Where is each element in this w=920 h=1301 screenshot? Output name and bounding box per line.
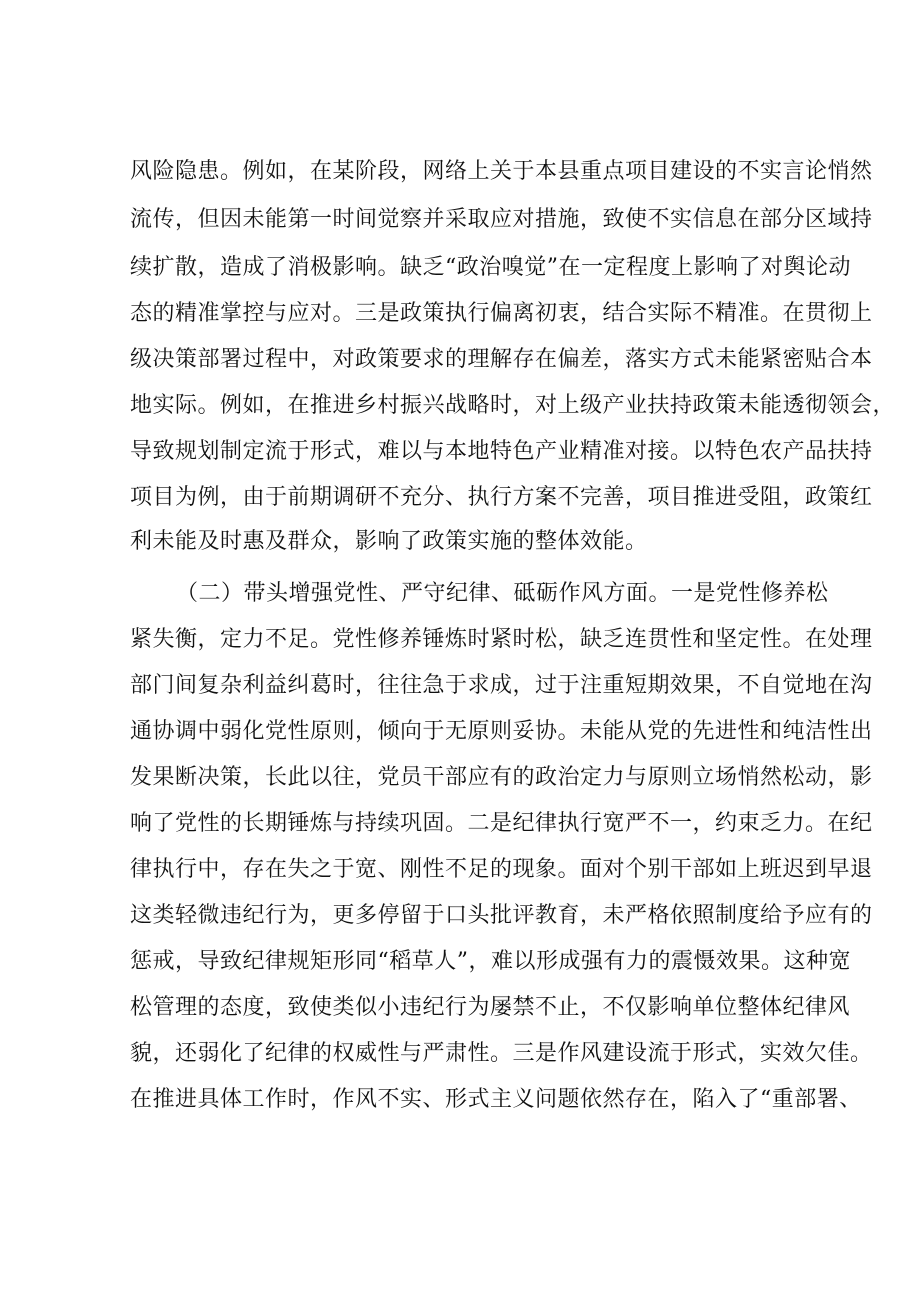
paragraph-2-line-11: 貌，还弱化了纪律的权威性与严肃性。三是作风建设流于形式，实效欠佳。 (130, 1041, 873, 1066)
paragraph-1-line-8: 项目为例，由于前期调研不充分、执行方案不完善，项目推进受阻，政策红 (130, 485, 873, 510)
paragraph-2-line-10: 松管理的态度，致使类似小违纪行为屡禁不止，不仅影响单位整体纪律风 (130, 995, 851, 1020)
paragraph-1-line-1: 风险隐患。例如，在某阶段，网络上关于本县重点项目建设的不实言论悄然 (130, 159, 873, 184)
paragraph-2-line-7: 律执行中，存在失之于宽、刚性不足的现象。面对个别干部如上班迟到早退 (130, 857, 873, 882)
paragraph-1-line-9: 利未能及时惠及群众，影响了政策实施的整体效能。 (130, 529, 648, 554)
paragraph-1-line-6: 地实际。例如，在推进乡村振兴战略时，对上级产业扶持政策未能透彻领会， (130, 393, 896, 418)
paragraph-2-line-9: 惩戒，导致纪律规矩形同“稻草人”，难以形成强有力的震慑效果。这种宽 (130, 949, 851, 974)
paragraph-2-line-5: 发果断决策，长此以往，党员干部应有的政治定力与原则立场悄然松动，影 (130, 765, 873, 790)
paragraph-2-line-2: 紧失衡，定力不足。党性修养锤炼时紧时松，缺乏连贯性和坚定性。在处理 (130, 627, 873, 652)
paragraph-1-line-2: 流传，但因未能第一时间觉察并采取应对措施，致使不实信息在部分区域持 (130, 207, 873, 232)
paragraph-2-line-4: 通协调中弱化党性原则，倾向于无原则妥协。未能从党的先进性和纯洁性出 (130, 719, 873, 744)
paragraph-1-line-5: 级决策部署过程中，对政策要求的理解存在偏差，落实方式未能紧密贴合本 (130, 347, 873, 372)
paragraph-2-line-1: （二）带头增强党性、严守纪律、砥砺作风方面。一是党性修养松 (176, 581, 829, 606)
paragraph-2-line-8: 这类轻微违纪行为，更多停留于口头批评教育，未严格依照制度给予应有的 (130, 903, 873, 928)
paragraph-1-line-7: 导致规划制定流于形式，难以与本地特色产业精准对接。以特色农产品扶持 (130, 439, 873, 464)
paragraph-1-line-3: 续扩散，造成了消极影响。缺乏“政治嗅觉”在一定程度上影响了对舆论动 (130, 255, 851, 280)
paragraph-2-line-6: 响了党性的长期锤炼与持续巩固。二是纪律执行宽严不一，约束乏力。在纪 (130, 811, 873, 836)
paragraph-1-line-4: 态的精准掌控与应对。三是政策执行偏离初衷，结合实际不精准。在贯彻上 (130, 301, 873, 326)
paragraph-2-line-12: 在推进具体工作时，作风不实、形式主义问题依然存在，陷入了“重部署、 (130, 1087, 862, 1112)
paragraph-2-line-3: 部门间复杂利益纠葛时，往往急于求成，过于注重短期效果，不自觉地在沟 (130, 673, 873, 698)
